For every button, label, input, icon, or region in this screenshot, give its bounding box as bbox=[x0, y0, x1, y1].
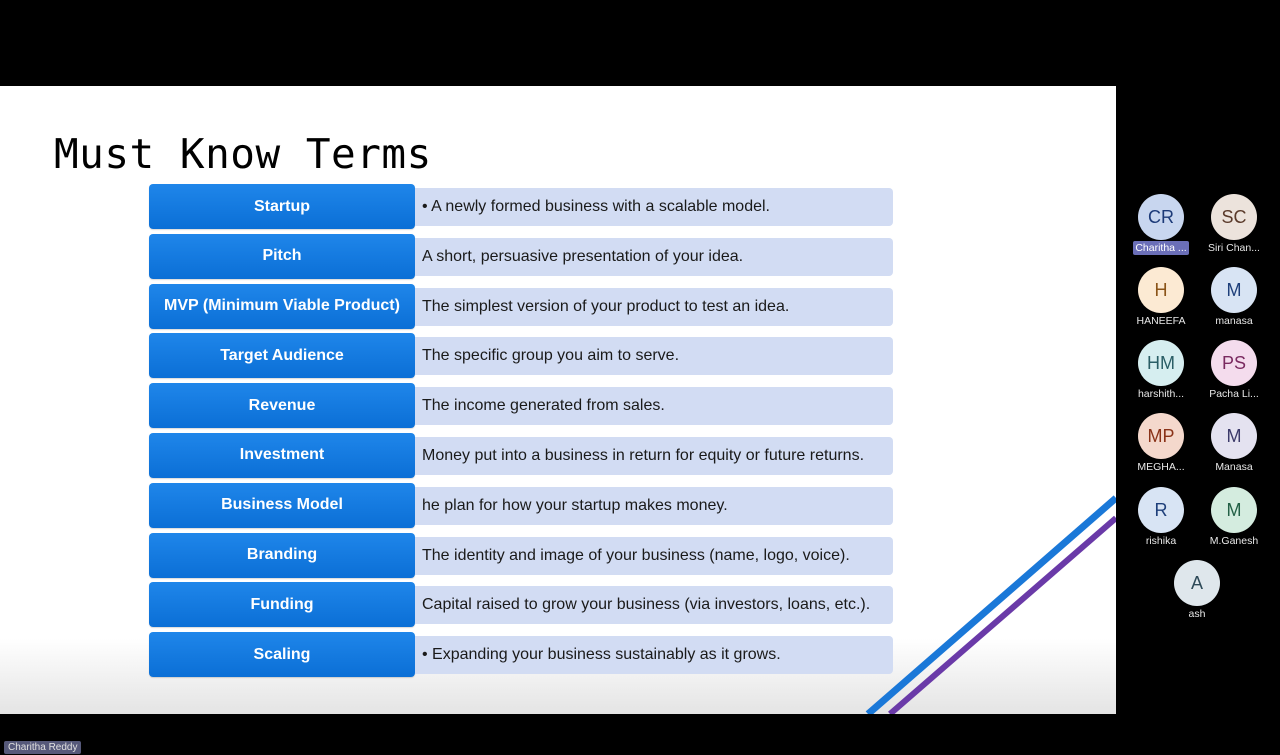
term-definition: Capital raised to grow your business (via investors, loans, etc.). bbox=[415, 586, 893, 624]
participant-name: M.Ganesh bbox=[1209, 535, 1259, 547]
term-label: Pitch bbox=[149, 234, 415, 279]
term-definition: The simplest version of your product to test an idea. bbox=[415, 288, 893, 326]
term-row-scaling bbox=[149, 632, 894, 682]
term-row-business-model bbox=[149, 483, 894, 533]
avatar: M bbox=[1211, 267, 1257, 313]
term-definition: The income generated from sales. bbox=[415, 387, 893, 425]
term-definition: • Expanding your business sustainably as it grows. bbox=[415, 636, 893, 674]
term-definition: Money put into a business in return for equity or future returns. bbox=[415, 437, 893, 475]
term-row-mvp bbox=[149, 284, 894, 334]
participant-tile[interactable] bbox=[1198, 267, 1270, 333]
term-definition: • A newly formed business with a scalable model. bbox=[415, 188, 893, 226]
term-definition: The specific group you aim to serve. bbox=[415, 337, 893, 375]
avatar: M bbox=[1211, 413, 1257, 459]
term-label: Target Audience bbox=[149, 333, 415, 378]
participant-name: HANEEFA bbox=[1136, 315, 1186, 327]
participant-tile[interactable] bbox=[1125, 267, 1197, 333]
participant-tile[interactable] bbox=[1198, 194, 1270, 260]
term-label: Branding bbox=[149, 533, 415, 578]
terms-table bbox=[149, 184, 894, 682]
participant-tile[interactable] bbox=[1125, 487, 1197, 553]
term-row-branding bbox=[149, 533, 894, 583]
term-row-pitch bbox=[149, 234, 894, 284]
term-row-investment bbox=[149, 433, 894, 483]
participant-tile[interactable] bbox=[1198, 487, 1270, 553]
term-row-revenue bbox=[149, 383, 894, 433]
avatar: HM bbox=[1138, 340, 1184, 386]
participant-name: Pacha Li... bbox=[1209, 388, 1259, 400]
term-label: Business Model bbox=[149, 483, 415, 528]
term-row-startup bbox=[149, 184, 894, 234]
participant-name: harshith... bbox=[1137, 388, 1185, 400]
avatar: CR bbox=[1138, 194, 1184, 240]
term-label: Scaling bbox=[149, 632, 415, 677]
participant-name: Siri Chan... bbox=[1208, 242, 1260, 254]
avatar: SC bbox=[1211, 194, 1257, 240]
avatar: R bbox=[1138, 487, 1184, 533]
participant-name: Manasa bbox=[1215, 461, 1253, 473]
avatar: H bbox=[1138, 267, 1184, 313]
participant-tile[interactable] bbox=[1198, 340, 1270, 406]
shared-slide bbox=[0, 86, 1116, 714]
presenter-name-label: Charitha Reddy bbox=[4, 741, 81, 754]
term-label: MVP (Minimum Viable Product) bbox=[149, 284, 415, 329]
avatar: M bbox=[1211, 487, 1257, 533]
participant-name: ash bbox=[1188, 608, 1206, 620]
slide-title: Must Know Terms bbox=[54, 130, 432, 178]
term-definition: A short, persuasive presentation of your idea. bbox=[415, 238, 893, 276]
term-label: Revenue bbox=[149, 383, 415, 428]
participant-tile[interactable] bbox=[1125, 413, 1197, 479]
participant-tile[interactable] bbox=[1161, 560, 1233, 626]
participant-gallery bbox=[1116, 86, 1280, 714]
term-row-funding bbox=[149, 582, 894, 632]
avatar: MP bbox=[1138, 413, 1184, 459]
participant-tile[interactable] bbox=[1125, 194, 1197, 260]
term-definition: The identity and image of your business (name, logo, voice). bbox=[415, 537, 893, 575]
participant-name: rishika bbox=[1145, 535, 1177, 547]
term-label: Investment bbox=[149, 433, 415, 478]
participant-tile[interactable] bbox=[1125, 340, 1197, 406]
term-label: Startup bbox=[149, 184, 415, 229]
participant-name: MEGHA... bbox=[1137, 461, 1185, 473]
term-row-target-audience bbox=[149, 333, 894, 383]
participant-name: Charitha ... bbox=[1135, 242, 1187, 254]
term-definition: he plan for how your startup makes money. bbox=[415, 487, 893, 525]
avatar: PS bbox=[1211, 340, 1257, 386]
avatar: A bbox=[1174, 560, 1220, 606]
participant-tile[interactable] bbox=[1198, 413, 1270, 479]
participant-name: manasa bbox=[1215, 315, 1253, 327]
term-label: Funding bbox=[149, 582, 415, 627]
